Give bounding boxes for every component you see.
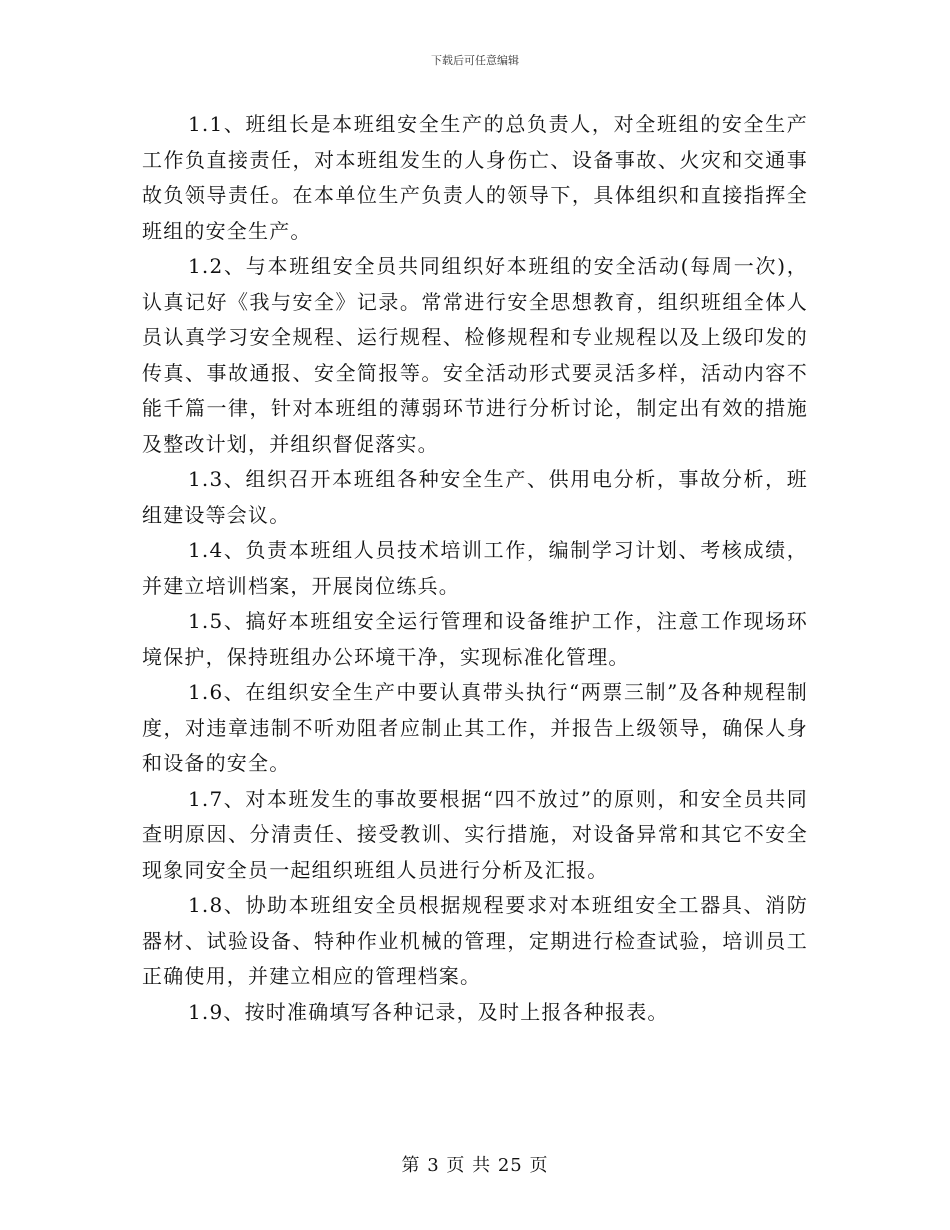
paragraph-1-3: 1.3、组织召开本班组各种安全生产、供用电分析，事故分析，班组建设等会议。 <box>142 467 808 527</box>
paragraph-1-5: 1.5、搞好本班组安全运行管理和设备维护工作，注意工作现场环境保护，保持班组办公环境干净，实现标准化管理。 <box>142 609 808 669</box>
paragraph-1-9: 1.9、按时准确填写各种记录，及时上报各种报表。 <box>188 999 669 1024</box>
page-header-note: 下载后可任意编辑 <box>431 54 519 67</box>
paragraph-1-4: 1.4、负责本班组人员技术培训工作，编制学习计划、考核成绩，并建立培训档案，开展岗位练兵。 <box>142 538 808 598</box>
paragraph-1-1: 1.1、班组长是本班组安全生产的总负责人，对全班组的安全生产工作负直接责任，对本班组发生的人身伤亡、设备事故、火灾和交通事故负领导责任。在本单位生产负责人的领导下，具体组织和直接指挥全班组的安全生产。 <box>142 112 808 243</box>
paragraph-1-7: 1.7、对本班发生的事故要根据“四不放过”的原则，和安全员共同查明原因、分清责任、接受教训、实行措施，对设备异常和其它不安全现象同安全员一起组织班组人员进行分析及汇报。 <box>142 786 808 882</box>
document-body <box>142 107 808 1030</box>
paragraph-1-8: 1.8、协助本班组安全员根据规程要求对本班组安全工器具、消防器材、试验设备、特种作业机械的管理，定期进行检查试验，培训员工正确使用，并建立相应的管理档案。 <box>142 893 808 988</box>
paragraph-1-2: 1.2、与本班组安全员共同组织好本班组的安全活动(每周一次)，认真记好《我与安全》记录。常常进行安全思想教育，组织班组全体人员认真学习安全规程、运行规程、检修规程和专业规程以及上级印发的传真、事故通报、安全简报等。安全活动形式要灵活多样，活动内容不能千篇一律，针对本班组的薄弱环节进行分析讨论，制定出有效的措施及整改计划，并组织督促落实。 <box>142 254 808 456</box>
page-number-footer: 第 3 页 共 25 页 <box>401 1155 549 1176</box>
paragraph-1-6: 1.6、在组织安全生产中要认真带头执行“两票三制”及各种规程制度，对违章违制不听劝阻者应制止其工作，并报告上级领导，确保人身和设备的安全。 <box>142 680 808 775</box>
